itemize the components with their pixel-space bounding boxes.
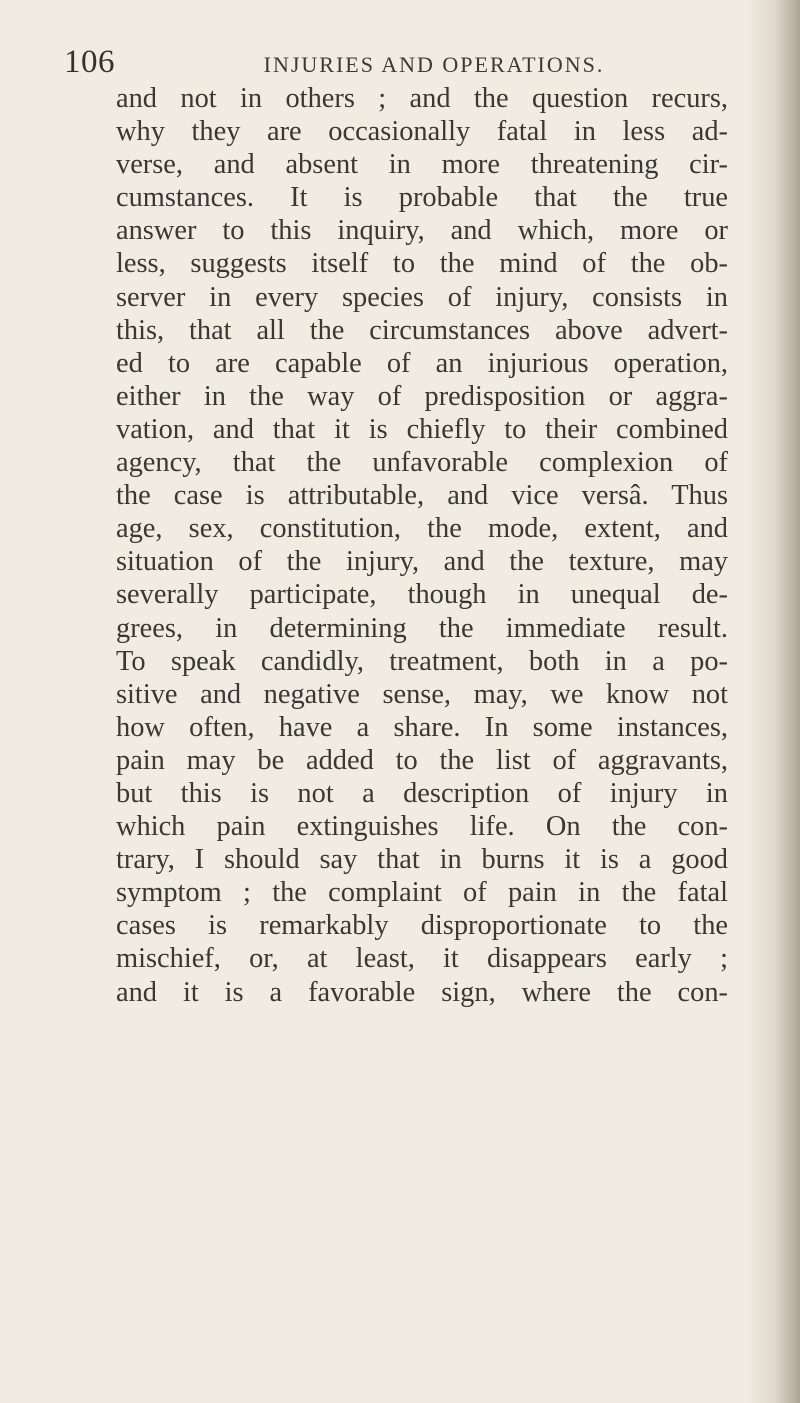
body-text xyxy=(116,82,728,1009)
text-line: age, sex, constitution, the mode, extent, and xyxy=(116,513,728,545)
text-line: less, suggests itself to the mind of the ob- xyxy=(116,248,728,280)
text-line: trary, I should say that in burns it is a good xyxy=(116,844,728,876)
text-line: ed to are capable of an injurious operation, xyxy=(116,347,728,379)
text-line: server in every species of injury, consists in xyxy=(116,281,728,313)
text-line: why they are occasionally fatal in less ad- xyxy=(116,116,728,148)
text-line: vation, and that it is chiefly to their combined xyxy=(116,413,728,445)
text-line: To speak candidly, treatment, both in a po- xyxy=(116,645,728,677)
text-line: sitive and negative sense, may, we know not xyxy=(116,678,728,710)
text-line: verse, and absent in more threatening cir- xyxy=(116,149,728,181)
text-line: but this is not a description of injury in xyxy=(116,777,728,809)
text-line: severally participate, though in unequal de- xyxy=(116,579,728,611)
text-line: either in the way of predisposition or aggra- xyxy=(116,380,728,412)
page-edge-shadow xyxy=(745,0,800,1403)
text-line: mischief, or, at least, it disappears early ; xyxy=(116,943,728,975)
text-line: and not in others ; and the question recurs, xyxy=(116,83,728,114)
text-line: how often, have a share. In some instances, xyxy=(116,711,728,743)
page-number: 106 xyxy=(64,44,115,80)
text-line: grees, in determining the immediate result. xyxy=(116,612,728,644)
text-line: and it is a favorable sign, where the con- xyxy=(116,976,728,1008)
running-head: INJURIES AND OPERATIONS. xyxy=(263,52,605,77)
page-header xyxy=(64,44,704,84)
text-line: pain may be added to the list of aggravants, xyxy=(116,744,728,776)
text-line: cumstances. It is probable that the true xyxy=(116,182,728,214)
text-line: agency, that the unfavorable complexion of xyxy=(116,447,728,479)
text-line: this, that all the circumstances above advert- xyxy=(116,314,728,346)
text-line: symptom ; the complaint of pain in the fatal xyxy=(116,877,728,909)
text-line: which pain extinguishes life. On the con- xyxy=(116,811,728,843)
text-line: cases is remarkably disproportionate to the xyxy=(116,910,728,942)
text-line: the case is attributable, and vice versâ. Thus xyxy=(116,480,728,512)
text-line: situation of the injury, and the texture, may xyxy=(116,546,728,578)
text-line: answer to this inquiry, and which, more or xyxy=(116,215,728,247)
